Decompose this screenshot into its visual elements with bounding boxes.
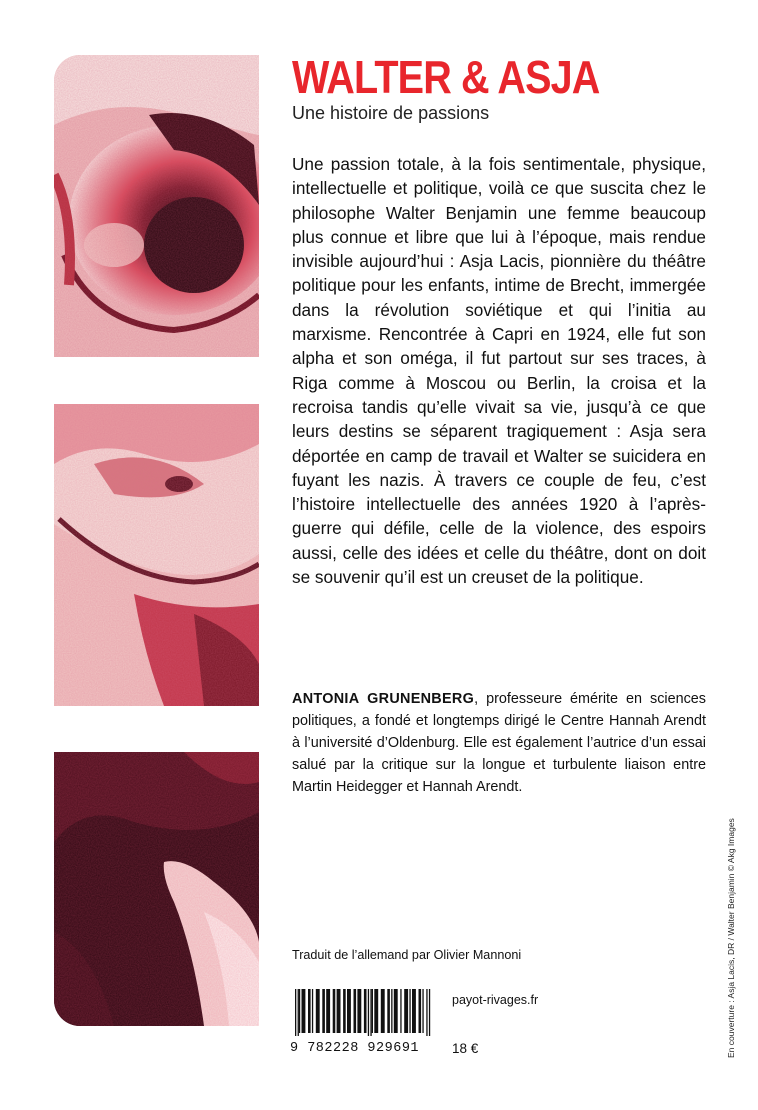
translator-credit: Traduit de l’allemand par Olivier Mannoni <box>292 948 522 962</box>
publisher-website: payot-rivages.fr <box>452 993 539 1007</box>
book-title: WALTER & ASJA <box>292 51 600 103</box>
book-blurb: Une passion totale, à la fois sentimentale, physique, intellectuelle et politique, voilà ce que suscita chez le philosophe Walter Benjamin une femme beaucoup plus connue et libre que lui à l’époque, mais rendue invisible aujourd’hui : Asja Lacis, pionnière du théâtre politique pour les enfants, intime de Brecht, immergée dans la révolution soviétique et qui l’initia au marxisme. Rencontrée à Capri en 1924, elle fut son alpha et son oméga, il fut partout sur ses traces, à Riga comme à Moscou ou Berlin, la croisa et la recroisa tandis qu’elle vivait sa vie, jusqu’à ce que leurs destins se séparent tragiquement : Asja sera déportée en camp de travail et Walter se suicidera en fuyant les nazis. À travers ce couple de feu, c’est l’histoire intellectuelle des années 1920 à l’après-guerre qui défile, celle de la violence, des espoirs aussi, celle des idées et celle du théâtre, dont on doit se souvenir qu’il est un creuset de la politique. <box>292 154 706 588</box>
book-subtitle: Une histoire de passions <box>292 103 490 123</box>
author-name: ANTONIA GRUNENBERG <box>292 691 475 707</box>
eye-photo <box>54 55 259 357</box>
hand-photo <box>54 752 259 1026</box>
author-bio <box>292 688 706 798</box>
price: 18 € <box>452 1041 479 1056</box>
mouth-photo <box>54 404 259 706</box>
author-bio-text: , professeure émérite en sciences politiques, a fondé et longtemps dirigé le Centre Hannah Arendt à l’université d’Oldenburg. Elle est également l’autrice d’un essai salué par la critique sur la longue et turbulente liaison entre Martin Heidegger et Hannah Arendt. <box>292 691 706 795</box>
photo-credit: En couverture : Asja Lacis, DR / Walter Benjamin © Akg Images <box>726 818 736 1058</box>
barcode <box>293 989 433 1036</box>
isbn-number: 9 782228 929691 <box>290 1041 420 1056</box>
